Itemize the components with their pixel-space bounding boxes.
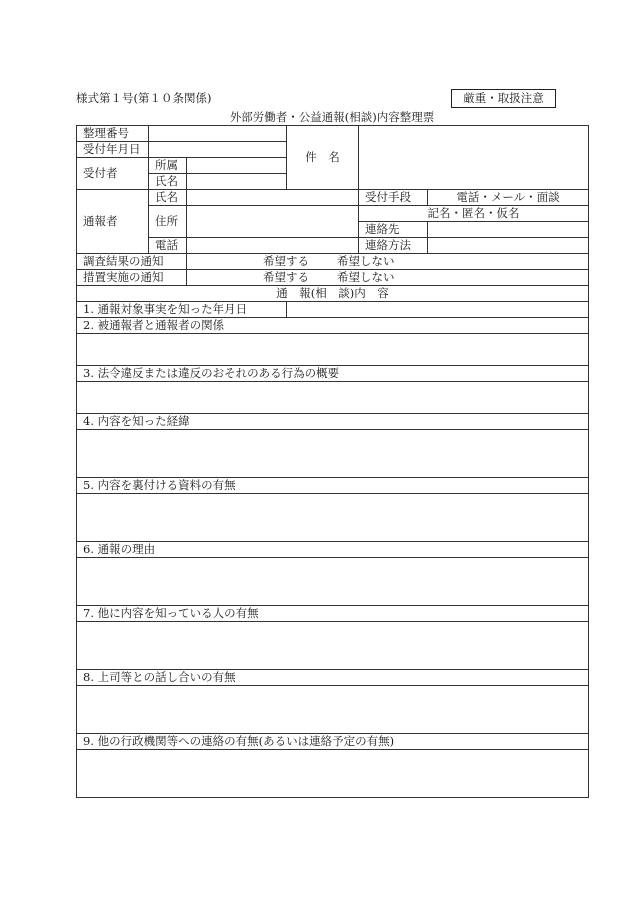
label-tsuhosha: 通報者	[77, 190, 149, 254]
label-chosa-kekka: 調査結果の通知	[77, 254, 187, 270]
section-6-field[interactable]	[77, 558, 589, 606]
field-seiri-bangou[interactable]	[149, 126, 287, 142]
section-5-field[interactable]	[77, 494, 589, 542]
section-7-heading: 7. 他に内容を知っている人の有無	[77, 606, 589, 622]
section-3-heading: 3. 法令違反または違反のおそれのある行為の概要	[77, 366, 589, 382]
label-uketsuke-shudan: 受付手段	[359, 190, 428, 206]
field-denwa[interactable]	[187, 238, 359, 254]
form-reference: 様式第１号(第１０条関係)	[76, 91, 212, 105]
label-renraku-houhou: 連絡方法	[359, 238, 428, 254]
label-denwa: 電話	[149, 238, 187, 254]
section-9-field[interactable]	[77, 750, 589, 798]
form-grid	[76, 125, 588, 804]
section-3-field[interactable]	[77, 382, 589, 414]
sochi-jisshi-options[interactable]	[187, 270, 589, 286]
option-kibou-suru[interactable]: 希望する	[263, 254, 309, 268]
field-tsuhosha-shimei[interactable]	[187, 190, 359, 206]
section-9-heading: 9. 他の行政機関等への連絡の有無(あるいは連絡予定の有無)	[77, 734, 589, 750]
kimei-options[interactable]: 記名・匿名・仮名	[359, 206, 589, 222]
field-renraku-houhou[interactable]	[428, 238, 589, 254]
label-seiri-bangou: 整理番号	[77, 126, 149, 142]
label-shimei: 氏名	[149, 174, 187, 190]
section-1-heading: 1. 通報対象事実を知った年月日	[77, 302, 287, 318]
section-8-field[interactable]	[77, 686, 589, 734]
section-2-field[interactable]	[77, 334, 589, 366]
shudan-options[interactable]: 電話・メール・面談	[428, 190, 589, 206]
label-shozoku: 所属	[149, 158, 187, 174]
form-title: 外部労働者・公益通報(相談)内容整理票	[229, 110, 435, 124]
option-kibou-suru-2[interactable]: 希望する	[263, 270, 309, 284]
field-renrakusaki[interactable]	[428, 222, 589, 238]
section-5-heading: 5. 内容を裏付ける資料の有無	[77, 478, 589, 494]
section-4-heading: 4. 内容を知った経緯	[77, 414, 589, 430]
label-renrakusaki: 連絡先	[359, 222, 428, 238]
form-table	[76, 125, 589, 798]
content-header: 通 報(相 談)内 容	[77, 286, 589, 302]
field-jusho[interactable]	[187, 206, 359, 238]
label-kenmei: 件 名	[287, 126, 359, 190]
label-uketsuke-date: 受付年月日	[77, 142, 149, 158]
label-sochi-jisshi: 措置実施の通知	[77, 270, 187, 286]
section-2-heading: 2. 被通報者と通報者の関係	[77, 318, 589, 334]
label-uketsukesha: 受付者	[77, 158, 149, 190]
section-4-field[interactable]	[77, 430, 589, 478]
field-kenmei[interactable]	[359, 126, 589, 190]
field-uketsuke-date[interactable]	[149, 142, 287, 158]
chosa-kekka-options[interactable]	[187, 254, 589, 270]
label-shimei2: 氏名	[149, 190, 187, 206]
section-6-heading: 6. 通報の理由	[77, 542, 589, 558]
section-8-heading: 8. 上司等との話し合いの有無	[77, 670, 589, 686]
section-7-field[interactable]	[77, 622, 589, 670]
field-shozoku[interactable]	[187, 158, 287, 174]
option-kibou-shinai-2[interactable]: 希望しない	[337, 270, 395, 284]
label-jusho: 住所	[149, 206, 187, 238]
field-shimei[interactable]	[187, 174, 287, 190]
caution-box: 厳重・取扱注意	[451, 89, 556, 108]
section-1-field[interactable]	[287, 302, 589, 318]
option-kibou-shinai[interactable]: 希望しない	[337, 254, 395, 268]
